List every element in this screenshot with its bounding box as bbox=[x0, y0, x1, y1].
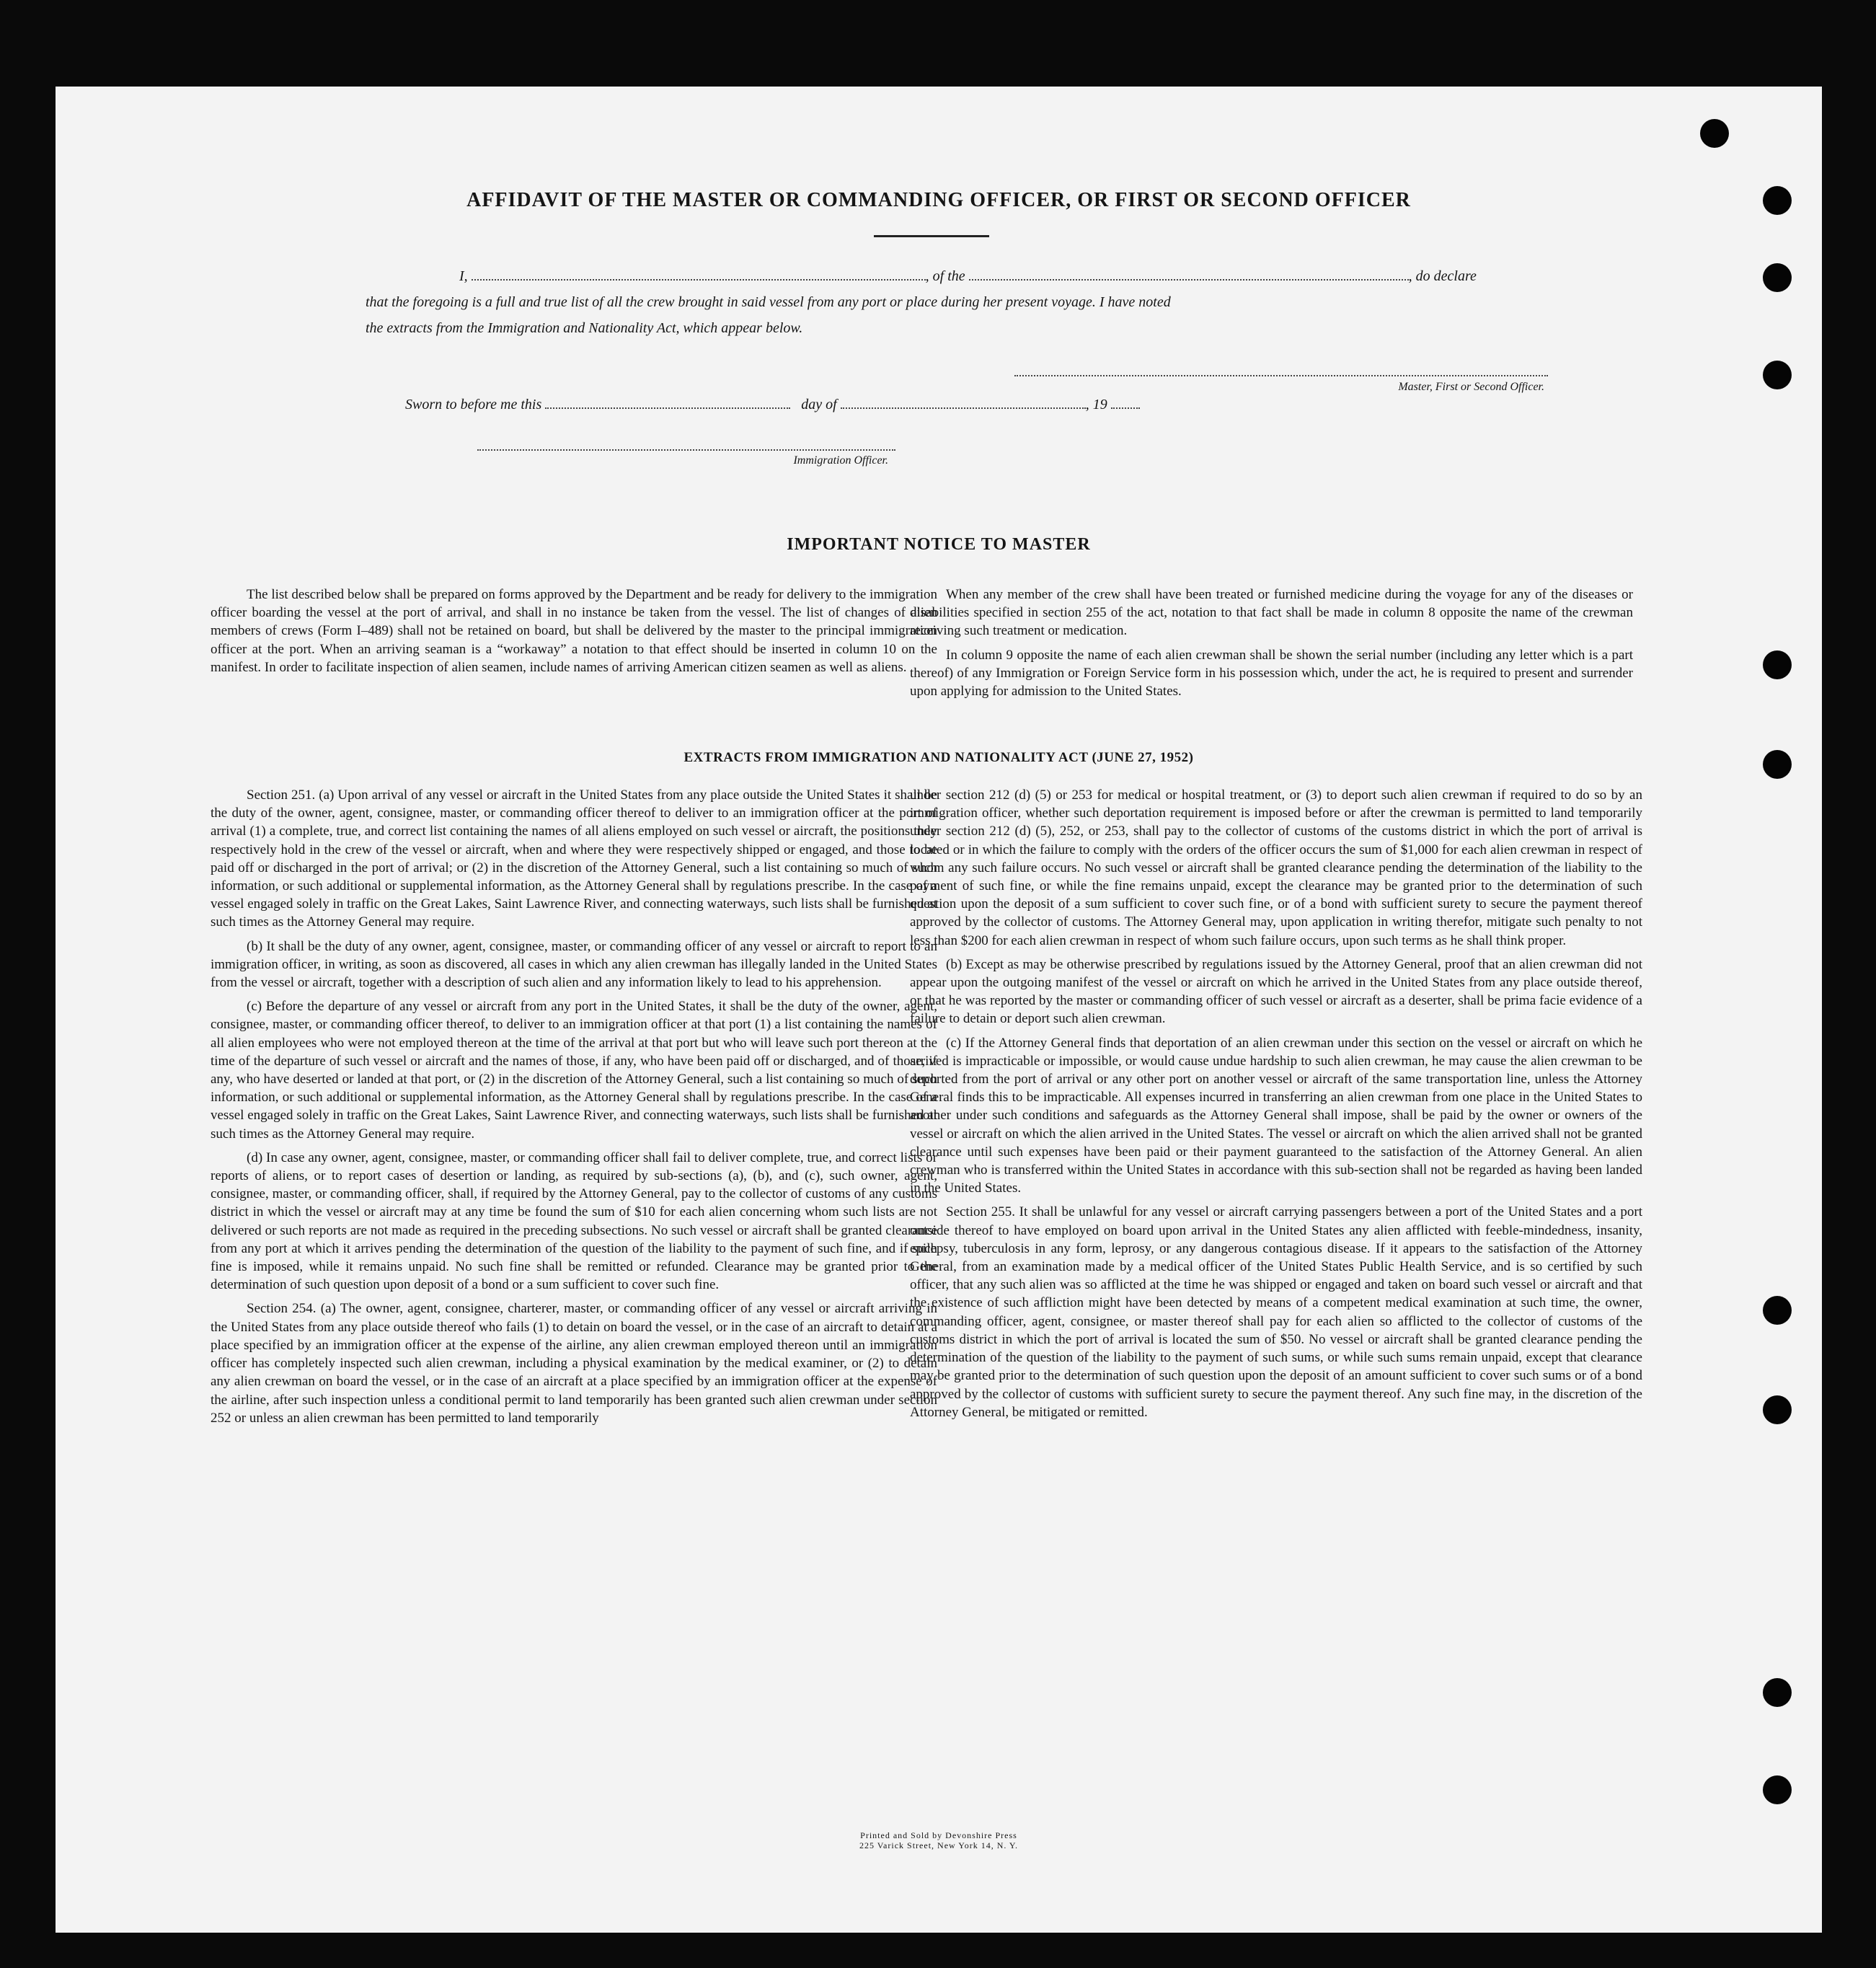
declaration-line-2: that the foregoing is a full and true list of all the crew brought in said vessel from any port or place during her present voyage. I have noted bbox=[366, 294, 1171, 310]
notice-left-paragraph: The list described below shall be prepared on forms approved by the Department and be ready for delivery to the immigration officer boarding the vessel at the port of arrival, and shall in no instance be taken from the vessel. The list of changes of alien members of crews (Form I–489) shall not be retained on board, but shall be delivered by the master to the principal immigration officer at the port. When an arriving seaman is a “workaway” a notation to that effect should be inserted in column 10 on the manifest. In order to facilitate inspection of alien seamen, include names of arriving American citizen seamen as well as aliens. bbox=[211, 587, 937, 675]
extracts-right-column bbox=[910, 786, 1642, 1421]
immigration-officer-signature-line[interactable] bbox=[477, 449, 895, 451]
binder-hole bbox=[1763, 750, 1792, 779]
binder-hole bbox=[1700, 119, 1729, 148]
binder-hole bbox=[1763, 1296, 1792, 1325]
sworn-year-blank[interactable] bbox=[1111, 405, 1140, 409]
binder-hole bbox=[1763, 650, 1792, 679]
extracts-paragraph: under section 212 (d) (5) or 253 for medical or hospital treatment, or (3) to deport such alien crewman if required to do so by an immigration officer, whether such deportation requirement is imposed before or after the crewman is permitted to land temporarily under section 212 (d) (5), 252, or 253, shall pay to the collector of customs of the customs district in which the port of arrival is located or in which the failure to comply with the orders of the officer occurs the sum of $1,000 for each alien crewman in respect of whom any such failure occurs. No such vessel or aircraft shall be granted clearance pending the determination of the liability to the payment of such fine, or while the fine remains unpaid, except the clearance may be granted prior to the determination of such question upon the deposit of a sum sufficient to cover such fine, or of a bond with sufficient surety to secure the payment thereof approved by the collector of customs. The Attorney General may, upon application in writing therefor, mitigate such penalty to not less than $200 for each alien crewman in respect of whom such failure occurs, upon such terms as he shall think proper. bbox=[910, 787, 1642, 948]
sworn-day-blank[interactable] bbox=[545, 405, 790, 409]
notice-right-paragraph: In column 9 opposite the name of each alien crewman shall be shown the serial number (including any letter which is a part thereof) of any Immigration or Foreign Service form in his possession which, under the act, he is required to present and surrender upon applying for admission to the United States. bbox=[910, 647, 1633, 700]
declaration-i-label: I, bbox=[459, 268, 468, 284]
extracts-paragraph: (c) Before the departure of any vessel or aircraft from any port in the United States, it shall be the duty of the owner, agent, consignee, master, or commanding officer thereof, to deliver to an immigration officer at that port (1) a list containing the names of all alien employees who were not employed thereon at the time of the arrival at that port but who will leave such port thereon at the time of the departure of such vessel or aircraft and the names of those, if any, who have been paid off or discharged, and of those, if any, who have deserted or landed at that port, or (2) in the discretion of the Attorney General, such a list containing so much of such information, or such additional or supplemental information, as the Attorney General shall by regulations prescribe. In the case of a vessel engaged solely in traffic on the Great Lakes, Saint Lawrence River, and connecting waterways, such lists shall be furnished at such times as the Attorney General may require. bbox=[211, 999, 937, 1142]
extracts-paragraph: Section 255. It shall be unlawful for any vessel or aircraft carrying passengers between a port of the United States and a port outside thereof to have employed on board upon arrival in the United States any alien afflicted with feeble-mindedness, insanity, epilepsy, tuberculosis in any form, leprosy, or any dangerous contagious disease. If it appears to the satisfaction of the Attorney General, from an examination made by a medical officer of the United States Public Health Service, and is so certified by such officer, that any such alien was so afflicted at the time he was shipped or engaged and taken on board such vessel or aircraft and that the existence of such affliction might have been detected by means of a competent medical examination at such time, the owner, commanding officer, agent, consignee, or master thereof shall pay for each alien so afflicted to the collector of customs of the customs district in which the port of arrival is located the sum of $50. No vessel or aircraft shall be granted clearance pending the determination of the question of the liability to the payment of such sums, or while such sums remain unpaid, except that clearance may be granted prior to the determination of such question upon the deposit of an amount sufficient to cover such sums or of a bond approved by the collector of customs with sufficient surety to secure the payment thereof. Any such fine may, in the discretion of the Attorney General, be mitigated or remitted. bbox=[910, 1204, 1642, 1420]
notice-left-column bbox=[211, 586, 937, 676]
extracts-paragraph: (b) Except as may be otherwise prescribed by regulations issued by the Attorney General, proof that an alien crewman did not appear upon the outgoing manifest of the vessel or aircraft on which he arrived in the United States from any place outside thereof, or that he was reported by the master or commanding officer of such vessel or aircraft as a deserter, shall be prima facie evidence of a failure to detain or deport such alien crewman. bbox=[910, 956, 1642, 1027]
extracts-title: EXTRACTS FROM IMMIGRATION AND NATIONALITY ACT (JUNE 27, 1952) bbox=[683, 750, 1194, 765]
name-blank-field[interactable] bbox=[472, 276, 926, 281]
printer-imprint-line-2: 225 Varick Street, New York 14, N. Y. bbox=[859, 1840, 1019, 1850]
extracts-paragraph: (d) In case any owner, agent, consignee, master, or commanding officer shall fail to deliver complete, true, and correct lists or reports of aliens, or to report cases of desertion or landing, as required by sub-sections (a), (b), and (c), such owner, agent, consignee, master, or commanding officer, shall, if required by the Attorney General, pay to the collector of customs of any customs district in which the vessel or aircraft may at any time be found the sum of $10 for each alien concerning whom such lists are not delivered or such reports are not made as required in the preceding subsections. No such vessel or aircraft shall be granted clearance from any port at which it arrives pending the determination of the question of the liability to the payment of such fine, and if such fine is imposed, while it remains unpaid. No such fine shall be remitted or refunded. Clearance may be granted prior to the determination of such question upon deposit of a bond or a sum sufficient to cover such fine. bbox=[211, 1150, 937, 1293]
notice-title: IMPORTANT NOTICE TO MASTER bbox=[787, 535, 1091, 554]
binder-hole bbox=[1763, 1775, 1792, 1804]
declaration-line-3: the extracts from the Immigration and Nationality Act, which appear below. bbox=[366, 320, 803, 336]
printer-imprint bbox=[56, 1830, 1822, 1850]
binder-hole bbox=[1763, 361, 1792, 389]
sworn-line bbox=[405, 397, 1140, 413]
extracts-paragraph: Section 251. (a) Upon arrival of any vessel or aircraft in the United States from any place outside the United States it shall be the duty of the owner, agent, consignee, master, or commanding officer thereof to deliver to an immigration officer at the port of arrival (1) a complete, true, and correct list containing the names of all aliens employed on such vessel or aircraft, the positions they respectively hold in the crew of the vessel or aircraft, when and where they were respectively shipped or engaged, and those to be paid off or discharged in the port of arrival; or (2) in the discretion of the Attorney General, such a list containing so much of such information, or such additional or supplemental information, as the Attorney General shall by regulations prescribe. In the case of a vessel engaged solely in traffic on the Great Lakes, Saint Lawrence River, and connecting waterways, such lists shall be furnished at such times as the Attorney General may require. bbox=[211, 787, 937, 930]
master-signature-caption: Master, First or Second Officer. bbox=[1398, 381, 1544, 393]
binder-hole bbox=[1763, 263, 1792, 292]
sworn-day-of-label: day of bbox=[801, 397, 837, 412]
binder-hole bbox=[1763, 1678, 1792, 1707]
document-page bbox=[56, 87, 1822, 1933]
extracts-left-column bbox=[211, 786, 937, 1427]
binder-hole bbox=[1763, 186, 1792, 215]
extracts-paragraph: (b) It shall be the duty of any owner, agent, consignee, master, or commanding officer of any vessel or aircraft to report to an immigration officer, in writing, as soon as discovered, all cases in which any alien crewman has illegally landed in the United States from the vessel or aircraft, together with a description of such alien and any information likely to lead to his apprehension. bbox=[211, 938, 937, 991]
printer-imprint-line-1: Printed and Sold by Devonshire Press bbox=[860, 1830, 1017, 1840]
immigration-officer-caption: Immigration Officer. bbox=[793, 454, 888, 467]
master-signature-line[interactable] bbox=[1014, 375, 1548, 376]
declaration-of-the-label: , of the bbox=[925, 268, 965, 284]
vessel-blank-field[interactable] bbox=[969, 276, 1409, 281]
extracts-paragraph: (c) If the Attorney General finds that deportation of an alien crewman under this section on the vessel or aircraft on which he arrived is impracticable or impossible, or would cause undue hardship to such alien crewman, he may cause the alien crewman to be deported from the port of arrival or any other port on another vessel or aircraft of the same transportation line, unless the Attorney General finds this to be impracticable. All expenses incurred in transferring an alien crewman from one place in the United States to another under such conditions and safeguards as the Attorney General shall impose, shall be paid by the owner or owners of the vessel or aircraft on which the alien arrived in the United States. The vessel or aircraft on which the alien arrived shall not be granted clearance until such expenses have been paid or their payment guaranteed to the satisfaction of the Attorney General. An alien crewman who is transferred within the United States in accordance with this sub-section shall not be regarded as having been landed in the United States. bbox=[910, 1035, 1642, 1196]
binder-hole bbox=[1763, 1395, 1792, 1424]
title-underline bbox=[874, 235, 989, 237]
extracts-paragraph: Section 254. (a) The owner, agent, consignee, charterer, master, or commanding officer of any vessel or aircraft arriving in the United States from any place outside thereof who fails (1) to detain on board the vessel, or in the case of an aircraft to detain at a place specified by an immigration officer at the expense of the airline, any alien crewman employed thereon until an immigration officer has completely inspected such alien crewman, including a physical examination by the medical examiner, or (2) to detain any alien crewman on board the vessel, or in the case of an aircraft at a place specified by an immigration officer at the expense of the airline, after such inspection unless a conditional permit to land temporarily has been granted such alien crewman under section 252 or unless an alien crewman has been permitted to land temporarily bbox=[211, 1301, 937, 1426]
notice-right-column bbox=[910, 586, 1633, 700]
declaration-declare-label: , do declare bbox=[1408, 268, 1477, 284]
notice-right-paragraph: When any member of the crew shall have been treated or furnished medicine during the voyage for any of the diseases or disabilities specified in section 255 of the act, notation to that fact shall be made in column 8 opposite the name of the crewman receiving such treatment or medication. bbox=[910, 587, 1633, 639]
affidavit-title: AFFIDAVIT OF THE MASTER OR COMMANDING OFFICER, OR FIRST OR SECOND OFFICER bbox=[466, 189, 1411, 211]
sworn-month-blank[interactable] bbox=[841, 405, 1086, 409]
sworn-year-label: , 19 bbox=[1085, 397, 1107, 412]
sworn-prefix: Sworn to before me this bbox=[405, 397, 542, 412]
declaration-line-1 bbox=[366, 263, 1562, 289]
declaration-text bbox=[366, 263, 1562, 341]
